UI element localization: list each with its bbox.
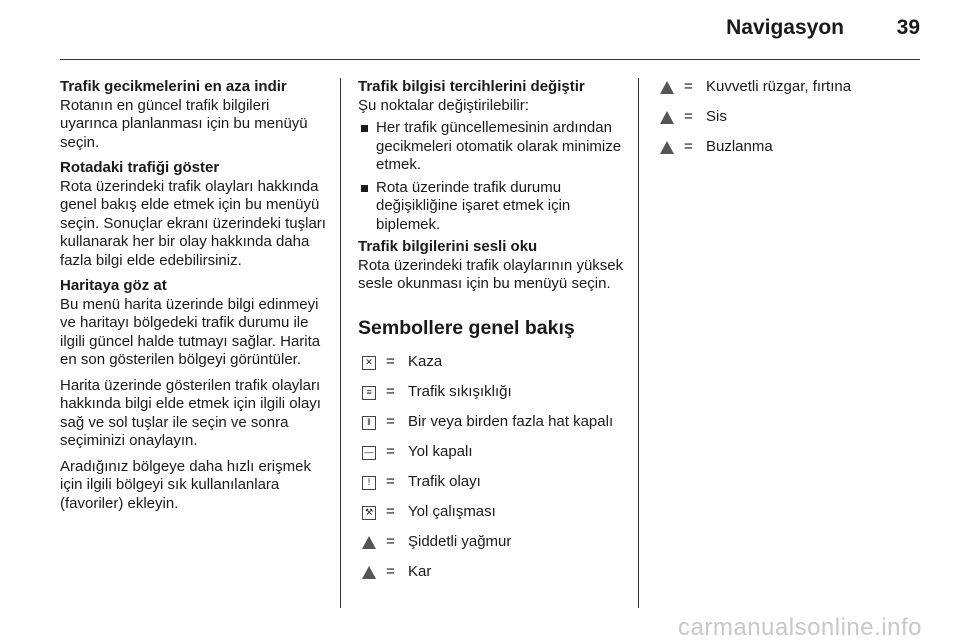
symbol-row <box>656 72 926 102</box>
lane-closed-icon: ‖ <box>362 416 376 430</box>
traffic-incident-icon: ! <box>362 476 376 490</box>
equals-sign: = <box>386 383 395 401</box>
section-body: Rota üzerindeki trafik olayları hakkında genel bakış elde etmek için bu menüyü seçin. Sonuçlar ekranı üzerindeki tuşları kullanarak her bir olay hakkında daha fazla bilgi elde edebilirsiniz. <box>60 177 326 269</box>
section-title: Trafik gecikmelerini en aza indir <box>60 78 287 95</box>
section-minimize-delays <box>60 78 330 152</box>
symbol-label: Yol çalışması <box>408 503 496 521</box>
symbol-label: Yol kapalı <box>408 443 473 461</box>
symbol-row <box>656 132 926 162</box>
symbol-label: Kaza <box>408 353 443 371</box>
section-title: Trafik bilgilerini sesli oku <box>358 238 538 255</box>
column-2 <box>358 78 628 588</box>
section-body: Bu menü harita üzerinde bilgi edinmeyi ve haritayı bölgedeki trafik durumu ile ilgili güncel halde tutmayı sağlar. Harita en son gösterilen bölgeyi görüntüler. <box>60 295 321 368</box>
section-browse-map <box>60 277 330 370</box>
roadworks-icon: ⚒ <box>362 506 376 520</box>
equals-sign: = <box>386 563 395 581</box>
bullet-list <box>358 119 628 234</box>
section-body: Rota üzerindeki trafik olaylarının yüksek sesle okunması için bu menüyü seçin. <box>358 256 624 292</box>
snow-icon <box>362 566 376 579</box>
symbol-label: Sis <box>706 107 727 125</box>
ice-icon <box>660 141 674 154</box>
column-1 <box>60 78 330 520</box>
section-show-route-traffic <box>60 159 330 270</box>
column-divider-2 <box>638 78 639 608</box>
accident-icon: ✕ <box>362 356 376 370</box>
list-item: Her trafik güncellemesinin ardından gecikmeleri otomatik olarak minimize etmek. <box>358 119 628 175</box>
page-title: Navigasyon <box>726 16 844 39</box>
symbol-row <box>358 498 628 528</box>
symbol-label: Trafik olayı <box>408 473 481 491</box>
symbol-label: Buzlanma <box>706 137 773 155</box>
symbol-label: Bir veya birden fazla hat kapalı <box>408 413 614 431</box>
header-rule <box>60 59 920 60</box>
page-header <box>0 0 960 60</box>
symbol-label: Şiddetli yağmur <box>408 533 512 551</box>
page-number: 39 <box>896 16 920 39</box>
equals-sign: = <box>386 443 395 461</box>
section-title: Haritaya göz at <box>60 277 167 294</box>
symbols-heading: Sembollere genel bakış <box>358 316 575 339</box>
symbol-label: Kuvvetli rüzgar, fırtına <box>706 77 852 95</box>
equals-sign: = <box>386 503 395 521</box>
symbol-label: Trafik sıkışıklığı <box>408 383 512 401</box>
paragraph: Harita üzerinde gösterilen trafik olayları hakkında bilgi elde etmek için ilgili olayı sağ ve sol tuşlar ile seçin ve sonra seçiminizi onaylayın. <box>60 376 321 449</box>
symbol-row <box>358 408 628 438</box>
paragraph: Aradığınız bölgeye daha hızlı erişmek için ilgili bölgeyi sık kullanılanlara (favoriler) ekleyin. <box>60 457 311 512</box>
equals-sign: = <box>684 137 693 155</box>
equals-sign: = <box>386 473 395 491</box>
symbol-row <box>358 348 628 378</box>
symbol-row <box>358 438 628 468</box>
section-title: Trafik bilgisi tercihlerini değiştir <box>358 78 585 95</box>
equals-sign: = <box>386 413 395 431</box>
column-3 <box>656 72 926 162</box>
column-divider-1 <box>340 78 341 608</box>
symbol-row <box>358 378 628 408</box>
equals-sign: = <box>684 107 693 125</box>
section-intro: Şu noktalar değiştirilebilir: <box>358 96 529 114</box>
list-item: Rota üzerinde trafik durumu değişikliğine işaret etmek için biplemek. <box>358 179 628 235</box>
traffic-jam-icon: ≡ <box>362 386 376 400</box>
road-closed-icon: — <box>362 446 376 460</box>
watermark: carmanualsonline.info <box>678 614 922 641</box>
symbol-row <box>656 102 926 132</box>
symbol-row <box>358 468 628 498</box>
symbol-row <box>358 558 628 588</box>
symbol-label: Kar <box>408 563 432 581</box>
fog-icon <box>660 111 674 124</box>
symbol-row <box>358 528 628 558</box>
storm-icon <box>660 81 674 94</box>
equals-sign: = <box>386 533 395 551</box>
equals-sign: = <box>386 353 395 371</box>
section-body: Rotanın en güncel trafik bilgileri uyarınca planlanması için bu menüyü seçin. <box>60 96 308 151</box>
section-title: Rotadaki trafiği göster <box>60 159 220 176</box>
equals-sign: = <box>684 77 693 95</box>
heavy-rain-icon <box>362 536 376 549</box>
